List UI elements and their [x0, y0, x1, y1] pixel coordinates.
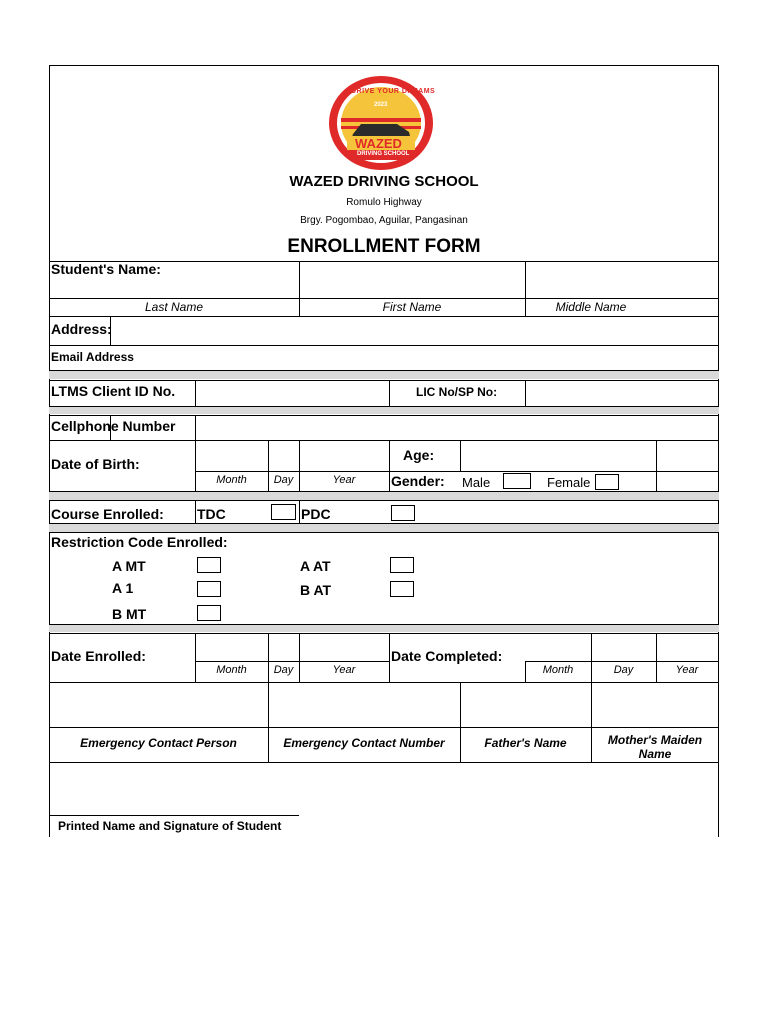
form-left-border: [49, 65, 50, 837]
enrolled-month-caption: Month: [216, 664, 247, 676]
birth-year-caption: Year: [332, 474, 356, 486]
first-name-field[interactable]: [301, 263, 523, 297]
form-top-border: [49, 65, 719, 66]
restriction-amt-label: A MT: [112, 558, 146, 574]
address-line-1: Romulo Highway: [346, 197, 422, 208]
restriction-a1-checkbox[interactable]: [197, 581, 221, 597]
birth-month-field[interactable]: [197, 442, 266, 470]
school-logo: [327, 74, 435, 172]
mother-name-field[interactable]: [593, 684, 716, 726]
cellphone-field[interactable]: [197, 417, 716, 439]
logo-year: 2023: [374, 102, 388, 108]
age-field[interactable]: [462, 442, 654, 470]
first-name-caption: First Name: [382, 300, 442, 314]
age-label: Age:: [403, 447, 435, 463]
restriction-bmt-checkbox[interactable]: [197, 605, 221, 621]
completed-month-caption: Month: [542, 664, 574, 676]
enrolled-year-field[interactable]: [301, 635, 387, 660]
restriction-amt-checkbox[interactable]: [197, 557, 221, 573]
address-field[interactable]: [112, 318, 716, 344]
birth-day-caption: Day: [273, 474, 294, 486]
female-checkbox[interactable]: [595, 474, 619, 490]
birth-month-caption: Month: [216, 474, 247, 486]
form-right-border: [718, 65, 719, 837]
middle-name-field[interactable]: [527, 263, 717, 297]
emergency-number-caption: Emergency Contact Number: [283, 736, 445, 750]
last-name-caption: Last Name: [144, 300, 204, 314]
restriction-a1-label: A 1: [112, 580, 134, 596]
restriction-aat-checkbox[interactable]: [390, 557, 414, 573]
restriction-aat-label: A AT: [300, 558, 331, 574]
signature-field[interactable]: [51, 766, 297, 812]
tdc-label: TDC: [197, 506, 226, 522]
pdc-label: PDC: [301, 506, 331, 522]
lic-label: LIC No/SP No:: [416, 385, 498, 399]
logo-brand: WAZED: [355, 136, 402, 151]
completed-year-field[interactable]: [658, 635, 716, 660]
course-label: Course Enrolled:: [51, 506, 164, 522]
date-completed-label: Date Completed:: [391, 648, 503, 664]
birth-label: Date of Birth:: [51, 456, 140, 472]
birth-year-field[interactable]: [301, 442, 387, 470]
ltms-label: LTMS Client ID No.: [51, 383, 176, 399]
middle-name-caption: Middle Name: [555, 300, 627, 314]
completed-year-caption: Year: [675, 664, 699, 676]
ltms-field[interactable]: [197, 382, 387, 404]
enrolled-day-caption: Day: [273, 664, 294, 676]
emergency-number-field[interactable]: [270, 684, 458, 726]
male-checkbox[interactable]: [503, 473, 531, 489]
student-name-label: Student's Name:: [51, 261, 161, 277]
school-name: WAZED DRIVING SCHOOL: [289, 173, 479, 190]
logo-arc-text: DRIVE YOUR DREAMS: [351, 88, 436, 95]
mother-name-caption: Mother's Maiden Name: [607, 733, 703, 761]
restriction-label: Restriction Code Enrolled:: [51, 534, 228, 550]
address-label: Address:: [51, 321, 112, 337]
logo-sub: DRIVING SCHOOL: [357, 151, 410, 157]
email-label: Email Address: [51, 350, 134, 364]
restriction-bat-checkbox[interactable]: [390, 581, 414, 597]
completed-day-field[interactable]: [593, 635, 654, 660]
father-name-field[interactable]: [462, 684, 589, 726]
enrolled-month-field[interactable]: [197, 635, 266, 660]
lic-field[interactable]: [527, 382, 717, 404]
address-line-2: Brgy. Pogombao, Aguilar, Pangasinan: [300, 215, 468, 226]
male-label: Male: [462, 475, 491, 490]
last-name-field[interactable]: [51, 263, 297, 297]
completed-day-caption: Day: [613, 664, 634, 676]
gender-label: Gender:: [391, 473, 445, 489]
female-label: Female: [547, 475, 591, 490]
signature-caption: Printed Name and Signature of Student: [58, 819, 282, 833]
pdc-checkbox[interactable]: [391, 505, 415, 521]
restriction-bmt-label: B MT: [112, 606, 147, 622]
tdc-checkbox[interactable]: [271, 504, 296, 520]
enrolled-day-field[interactable]: [270, 635, 297, 660]
father-name-caption: Father's Name: [484, 736, 567, 750]
form-title: ENROLLMENT FORM: [287, 236, 481, 257]
completed-month-field[interactable]: [527, 635, 589, 660]
birth-day-field[interactable]: [270, 442, 297, 470]
enrolled-year-caption: Year: [332, 664, 356, 676]
emergency-person-field[interactable]: [51, 684, 266, 726]
restriction-bat-label: B AT: [300, 582, 332, 598]
emergency-person-caption: Emergency Contact Person: [80, 736, 237, 750]
date-enrolled-label: Date Enrolled:: [51, 648, 146, 664]
cellphone-label: Cellphone Number: [51, 418, 176, 434]
